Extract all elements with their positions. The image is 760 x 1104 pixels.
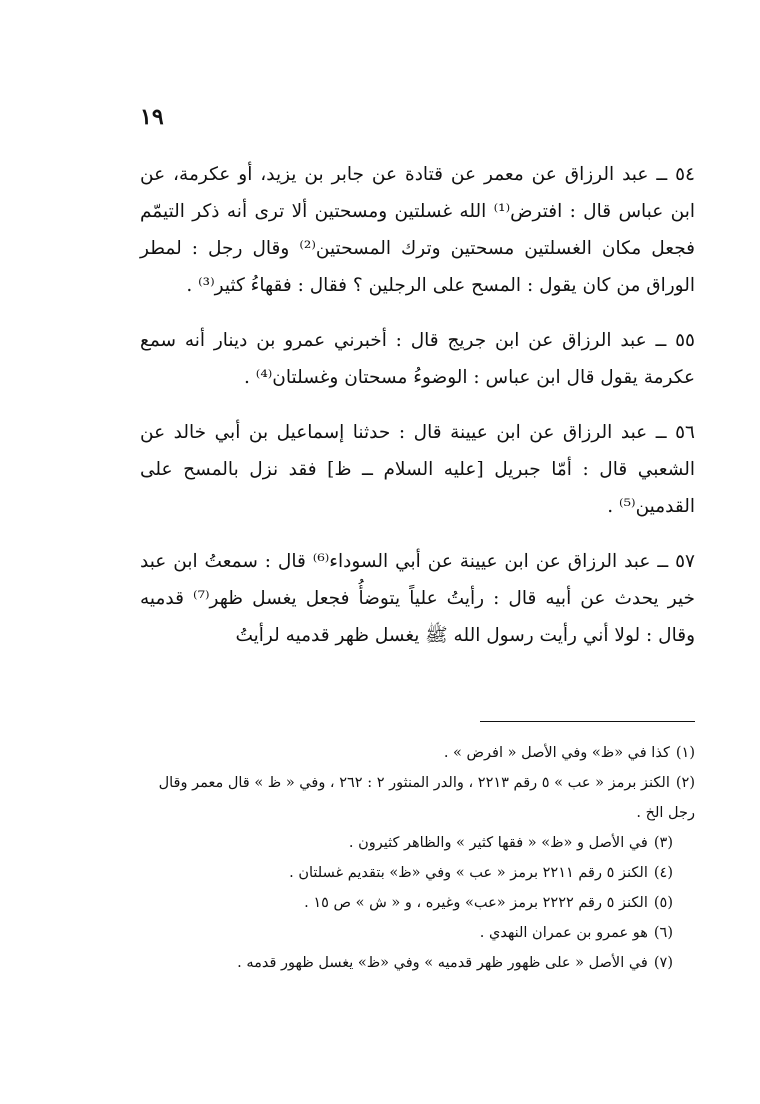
footnote-number: (٤) bbox=[653, 865, 673, 881]
hadith-54: ٥٤ ــ عبد الرزاق عن معمر عن قتادة عن جابر بن يزيد، أو عكرمة، عن ابن عباس قال : افترض⁽¹⁾ الله غسلتين ومسحتين ألا ترى أنه ذكر التيمّم فجعل مكان الغسلتين مسحتين وترك المسحتين⁽²⁾ وقال رجل : لمطر الوراق من كان يقول : المسح على الرجلين ؟ فقال : فقهاءُ كثير⁽³⁾ . bbox=[140, 164, 696, 296]
footnote-text: في الأصل « على ظهور ظهر قدميه » وفي «ظ» يغسل ظهور قدمه . bbox=[237, 955, 648, 971]
footnote-number: (٥) bbox=[653, 895, 673, 911]
footnote-number: (١) bbox=[675, 745, 695, 761]
hadith-57: ٥٧ ــ عبد الرزاق عن ابن عيينة عن أبي السوداء⁽⁶⁾ قال : سمعتُ ابن عبد خير يحدث عن أبيه قال : رأيتُ علياً يتوضأُ فجعل يغسل ظهر⁽⁷⁾ قدميه وقال : لولا أني رأيت رسول الله ﷺ يغسل ظهر قدميه لرأيتُ bbox=[140, 551, 695, 646]
hadith-55: ٥٥ ــ عبد الرزاق عن ابن جريج قال : أخبرني عمرو بن دينار أنه سمع عكرمة يقول قال ابن عباس : الوضوءُ مسحتان وغسلتان⁽⁴⁾ . bbox=[140, 330, 695, 388]
footnote-text: الكنز ٥ رقم ٢٢١١ برمز « عب » وفي «ظ» بتقديم غسلتان . bbox=[289, 865, 648, 881]
footnote-number: (٧) bbox=[653, 955, 673, 971]
page-number: ١٩ bbox=[140, 104, 164, 130]
footnote-1 bbox=[140, 738, 695, 768]
footnote-text: في الأصل و «ظ» « فقها كثير » والظاهر كثيرون . bbox=[348, 835, 648, 851]
footnote-2 bbox=[140, 768, 695, 828]
footnote-number: (٢) bbox=[675, 775, 695, 791]
footnote-text: كذا في «ظ» وفي الأصل « افرض » . bbox=[443, 745, 670, 761]
footnote-5 bbox=[140, 888, 695, 918]
footnote-divider bbox=[480, 721, 695, 722]
footnote-6 bbox=[140, 918, 695, 948]
footnote-number: (٦) bbox=[653, 925, 673, 941]
footnote-number: (٣) bbox=[653, 835, 673, 851]
footnote-3 bbox=[140, 828, 695, 858]
footnote-text: الكنز ٥ رقم ٢٢٢٢ برمز «عب» وغيره ، و « ش » ص ١٥ . bbox=[304, 895, 648, 911]
hadith-text bbox=[140, 156, 695, 672]
hadith-56: ٥٦ ــ عبد الرزاق عن ابن عيينة قال : حدثنا إسماعيل بن أبي خالد عن الشعبي قال : أمّا جبريل [عليه السلام ــ ظ] فقد نزل بالمسح على القدمين⁽⁵⁾ . bbox=[140, 422, 695, 517]
footnote-text: الكنز برمز « عب » ٥ رقم ٢٢١٣ ، والدر المنثور ٢ : ٢٦٢ ، وفي « ظ » قال معمر وقال رجل الخ . bbox=[158, 775, 695, 821]
footnote-4 bbox=[140, 858, 695, 888]
footnotes bbox=[140, 738, 695, 978]
footnote-text: هو عمرو بن عمران النهدي . bbox=[479, 925, 648, 941]
footnote-7 bbox=[140, 948, 695, 978]
